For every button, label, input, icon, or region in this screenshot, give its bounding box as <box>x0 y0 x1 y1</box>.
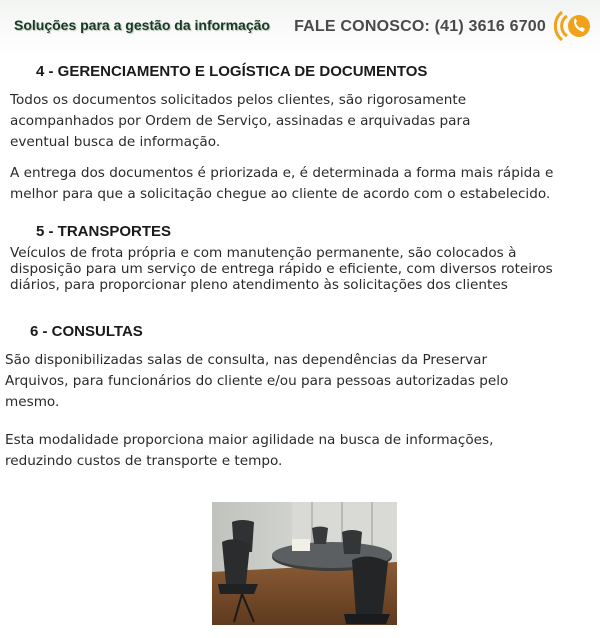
site-tagline: Soluções para a gestão da informação <box>14 17 270 33</box>
meeting-room-photo <box>212 502 397 625</box>
section-text: A entrega dos documentos é priorizada e, é determinada a forma mais rápida e melhor para que a solicitação chegue ao cliente de acordo com o estabelecido. <box>10 165 554 202</box>
section-text: São disponibilizadas salas de consulta, nas dependências da Preservar Arquivos, para funcionários do cliente e/ou para pessoas autorizadas pelo mesmo. <box>5 352 509 410</box>
section-title-logistica: 4 - GERENCIAMENTO E LOGÍSTICA DE DOCUMENTOS <box>36 63 428 80</box>
phone-icon[interactable] <box>554 6 592 46</box>
section-text: Todos os documentos solicitados pelos clientes, são rigorosamente acompanhados por Ordem de Serviço, assinadas e arquivadas para eventual busca de informação. <box>10 92 471 150</box>
section-text: Esta modalidade proporciona maior agilidade na busca de informações, reduzindo custos de transporte e tempo. <box>5 432 494 469</box>
section-title-consultas: 6 - CONSULTAS <box>30 323 143 340</box>
contact-phone[interactable]: FALE CONOSCO: (41) 3616 6700 <box>294 18 546 35</box>
page-header <box>0 0 600 56</box>
section-text: Veículos de frota própria e com manutenção permanente, são colocados à disposição para um serviço de entrega rápido e eficiente, com diversos roteiros diários, para proporcionar pleno atendimento às solicitações dos clientes <box>10 245 553 293</box>
section-title-transportes: 5 - TRANSPORTES <box>36 223 172 240</box>
